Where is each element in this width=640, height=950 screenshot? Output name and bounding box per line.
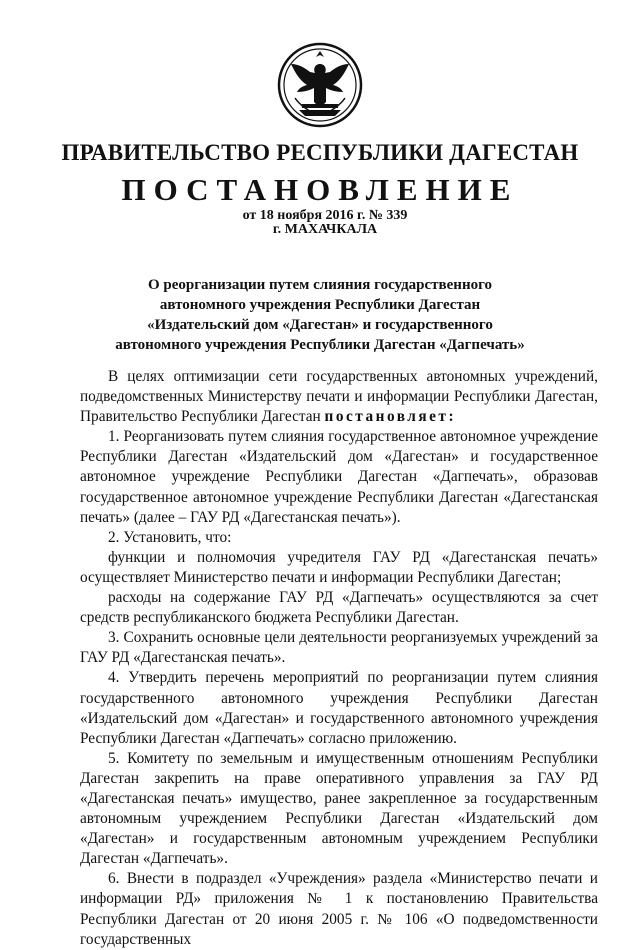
paragraph-4: 4. Утвердить перечень мероприятий по реорганизации путем слияния государственного автономного учреждения Республики Дагестан «Издательский дом «Дагестан» и государственного автономного учреждения Республики Дагестан «Дагпечать» согласно приложению. [80,669,598,747]
title-line: «Издательский дом «Дагестан» и государственного [147,317,493,333]
paragraph-6: 6. Внести в подраздел «Учреждения» раздела «Министерство печати и информации РД» приложения № 1 к постановлению Правительства Республики Дагестан от 20 июня 2005 г. № 106 «О подведомственности государственных [80,870,598,948]
date-number: от 18 ноября 2016 г. № 339 [242,208,408,223]
paragraph-3: 3. Сохранить основные цели деятельности реорганизуемых учреждений за ГАУ РД «Дагестанская печать». [80,629,598,667]
title-line: О реорганизации путем слияния государственного [147,277,493,293]
document-body [80,367,598,950]
date-block [210,209,440,237]
intro-verb: постановляет: [324,408,457,426]
intro-text: В целях оптимизации сети государственных автономных учреждений, подведомственных Министерству печати и информации Республики Дагестан, Правительство Республики Дагестан [80,368,598,426]
government-name: ПРАВИТЕЛЬСТВО РЕСПУБЛИКИ ДАГЕСТАН [61,140,579,165]
title-line: автономного учреждения Республики Дагестан «Дагпечать» [115,337,525,353]
paragraph-1: 1. Реорганизовать путем слияния государственное автономное учреждение Республики Дагестан «Издательский дом «Дагестан» и государственное автономное учреждение Республики Дагестан «Дагпечать», образовав государственное автономное учреждение Республики Дагестан «Дагестанская печать» (далее – ГАУ РД «Дагестанская печать»). [80,428,598,526]
city: г. МАХАЧКАЛА [272,222,378,237]
title-line: автономного учреждения Республики Дагестан [159,297,481,313]
document-title [95,275,545,355]
paragraph-5: 5. Комитету по земельным и имущественным отношениям Республики Дагестан закрепить на праве оперативного управления за ГАУ РД «Дагестанская печать» имущество, ранее закрепленное за государственным автономным учреждением Республики Дагестан «Издательский дом «Дагестан» и государственным автономным учреждением Республики Дагестан «Дагпечать». [80,749,598,868]
paragraph-2a: функции и полномочия учредителя ГАУ РД «Дагестанская печать» осуществляет Министерство печати и информации Республики Дагестан; [80,548,598,586]
paragraph-intro [80,367,598,427]
document-type: ПОСТАНОВЛЕНИЕ [121,172,519,207]
paragraph-2b: расходы на содержание ГАУ РД «Дагпечать» осуществляются за счет средств республиканского бюджета Республики Дагестан. [80,589,598,627]
paragraph-2: 2. Установить, что: [108,528,232,546]
coat-of-arms-eagle-icon [277,42,363,128]
